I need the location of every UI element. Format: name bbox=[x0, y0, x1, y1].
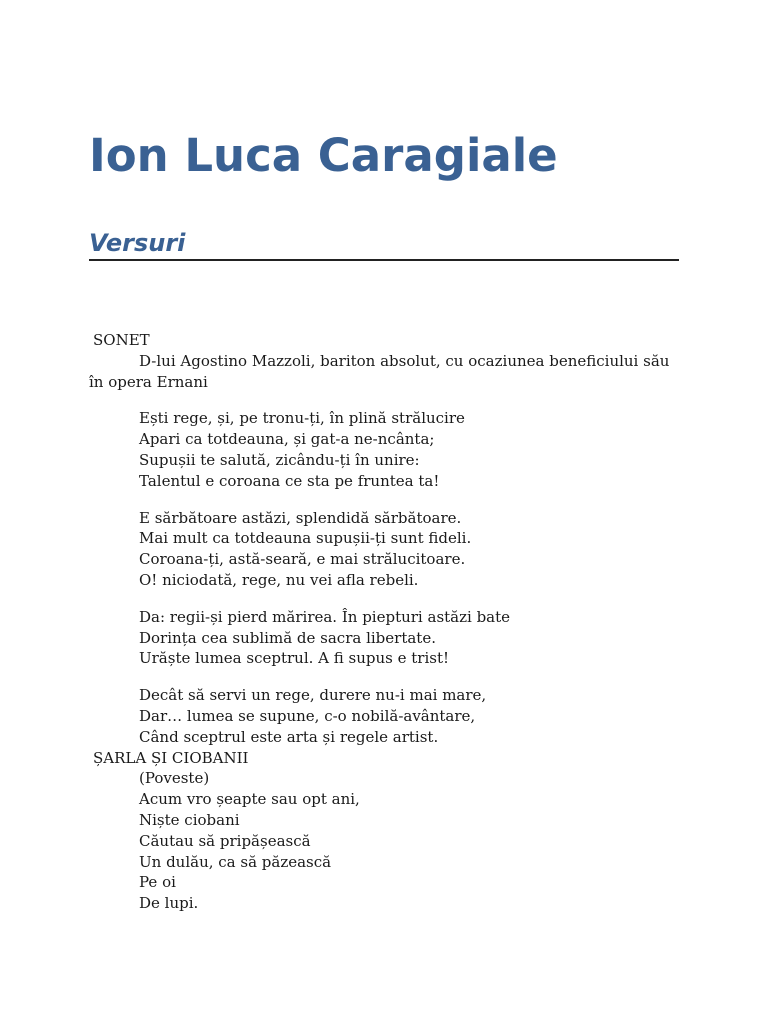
verse-line: O! niciodată, rege, nu vei afla rebeli. bbox=[139, 570, 419, 589]
verse-line: E sărbătoare astăzi, splendidă sărbătoare. bbox=[139, 508, 462, 527]
verse-line: Supușii te salută, zicându-ți în unire: bbox=[139, 450, 420, 469]
verse-line: Ești rege, și, pe tronu-ți, în plină strălucire bbox=[139, 409, 465, 428]
verse-line: Da: regii-și pierd mărirea. În piepturi astăzi bate bbox=[139, 607, 511, 626]
verse-line: Un dulău, ca să păzească bbox=[139, 852, 332, 871]
verse-line: De lupi. bbox=[139, 894, 199, 913]
verse-line: Când sceptrul este arta și regele artist. bbox=[139, 727, 439, 746]
collection-subtitle: Versuri bbox=[89, 229, 186, 257]
verse-line: Coroana-ți, astă-seară, e mai strălucitoare. bbox=[139, 550, 466, 569]
verse-line: Urăște lumea sceptrul. A fi supus e trist! bbox=[139, 649, 450, 668]
stanza bbox=[89, 607, 679, 669]
stanza bbox=[89, 408, 679, 491]
poem-title: SONET bbox=[93, 331, 150, 349]
verse-line: Apari ca totdeauna, și gat-a ne-ncânta; bbox=[139, 430, 435, 449]
verse-line: Niște ciobani bbox=[139, 810, 240, 829]
verse-line: Mai mult ca totdeauna supușii-ți sunt fideli. bbox=[139, 529, 472, 548]
verse-line: Dar… lumea se supune, c-o nobilă-avântare, bbox=[139, 706, 476, 725]
poem-genre-note: (Poveste) bbox=[139, 769, 210, 788]
verse-line: Pe oi bbox=[139, 873, 176, 892]
poem-title: ȘARLA ȘI CIOBANII bbox=[93, 748, 249, 767]
verse-line: Decât să servi un rege, durere nu-i mai mare, bbox=[139, 686, 487, 705]
stanza bbox=[89, 685, 679, 747]
poem-dedication: D-lui Agostino Mazzoli, bariton absolut, cu ocaziunea beneficiului său în opera Ernani bbox=[89, 351, 670, 391]
document-body bbox=[89, 330, 679, 914]
stanza bbox=[89, 508, 679, 591]
verse-line: Acum vro șeapte sau opt ani, bbox=[139, 790, 360, 809]
author-heading: Ion Luca Caragiale bbox=[89, 129, 558, 182]
poem-sonet bbox=[89, 330, 679, 748]
poem-sarla-si-ciobanii bbox=[89, 748, 679, 914]
verse-line: Dorința cea sublimă de sacra libertate. bbox=[139, 628, 436, 647]
verse-line: Talentul e coroana ce sta pe fruntea ta! bbox=[139, 471, 440, 490]
verse-line: Căutau să pripășească bbox=[139, 831, 311, 850]
title-divider bbox=[89, 259, 679, 261]
